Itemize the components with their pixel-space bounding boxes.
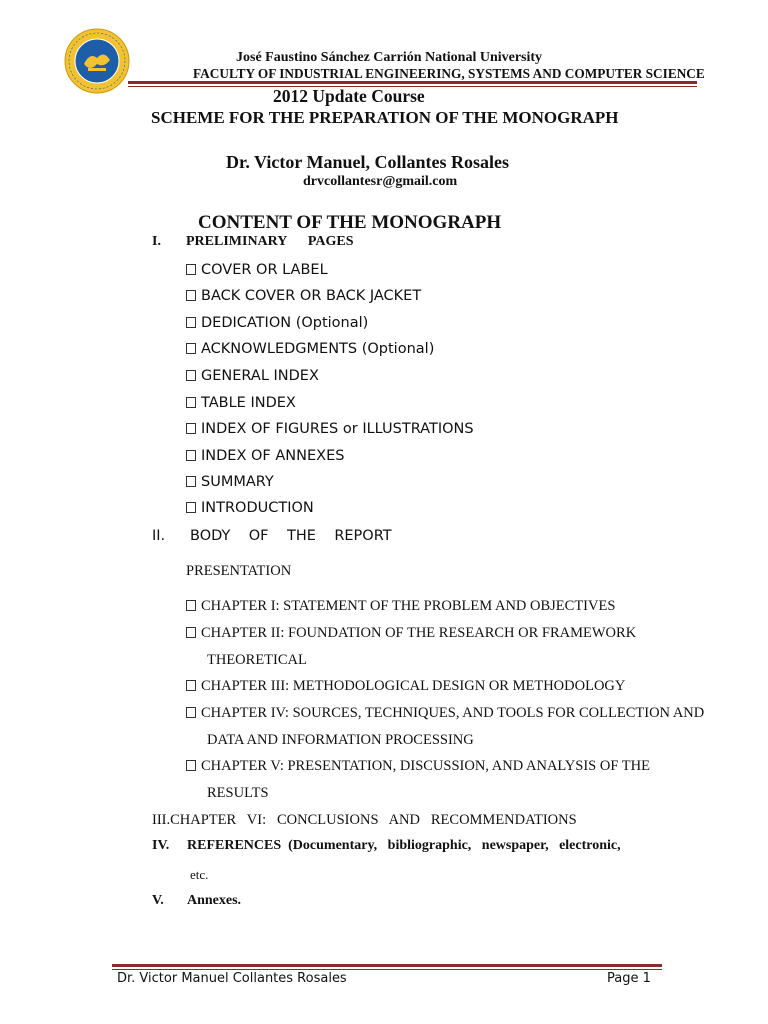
- author-name: Dr. Victor Manuel, Collantes Rosales: [226, 152, 509, 172]
- section-2-number: II.: [152, 528, 166, 544]
- course-title: 2012 Update Course: [273, 86, 425, 106]
- faculty-name: FACULTY OF INDUSTRIAL ENGINEERING, SYSTEMS AND COMPUTER SCIENCE: [193, 66, 705, 81]
- checkbox-glyph-icon: [186, 290, 196, 301]
- checkbox-glyph-icon: [186, 476, 196, 487]
- list-item: GENERAL INDEX: [186, 368, 319, 384]
- checkbox-glyph-icon: [186, 370, 196, 381]
- section-1-number: I.: [152, 234, 161, 249]
- footer-rule: [112, 964, 662, 967]
- list-item: INDEX OF FIGURES or ILLUSTRATIONS: [186, 421, 474, 437]
- checkbox-glyph-icon: [186, 450, 196, 461]
- chapter-item: CHAPTER V: PRESENTATION, DISCUSSION, AND ANALYSIS OF THE: [186, 758, 650, 775]
- list-item: ACKNOWLEDGMENTS (Optional): [186, 341, 434, 357]
- presentation-label: PRESENTATION: [186, 563, 292, 579]
- content-heading: CONTENT OF THE MONOGRAPH: [198, 212, 502, 233]
- chapter-item-continuation: THEORETICAL: [207, 652, 307, 668]
- list-item: BACK COVER OR BACK JACKET: [186, 288, 421, 304]
- checkbox-glyph-icon: [186, 760, 196, 771]
- section-3: III.CHAPTER VI: CONCLUSIONS AND RECOMMENDATIONS: [152, 812, 577, 828]
- chapter-item-continuation: DATA AND INFORMATION PROCESSING: [207, 732, 474, 748]
- checkbox-glyph-icon: [186, 680, 196, 691]
- list-item: TABLE INDEX: [186, 395, 296, 411]
- checkbox-glyph-icon: [186, 397, 196, 408]
- section-1-title: PRELIMINARY PAGES: [186, 234, 354, 249]
- university-seal-logo: [64, 28, 130, 94]
- section-4-continuation: etc.: [190, 867, 209, 882]
- section-5-number: V.: [152, 893, 164, 908]
- section-5-title: Annexes.: [187, 893, 242, 908]
- section-4-number: IV.: [152, 838, 170, 853]
- university-name: José Faustino Sánchez Carrión National University: [236, 50, 543, 65]
- checkbox-glyph-icon: [186, 317, 196, 328]
- checkbox-glyph-icon: [186, 264, 196, 275]
- author-email: drvcollantesr@gmail.com: [303, 174, 458, 189]
- page-number: Page 1: [607, 971, 651, 986]
- checkbox-glyph-icon: [186, 627, 196, 638]
- list-item: INDEX OF ANNEXES: [186, 448, 344, 464]
- footer-rule-thin: [112, 969, 662, 970]
- checkbox-glyph-icon: [186, 343, 196, 354]
- chapter-item: CHAPTER I: STATEMENT OF THE PROBLEM AND OBJECTIVES: [186, 598, 615, 615]
- section-2-title: BODY OF THE REPORT: [190, 528, 392, 544]
- header-rule: [128, 81, 697, 84]
- list-item: COVER OR LABEL: [186, 262, 328, 278]
- checkbox-glyph-icon: [186, 600, 196, 611]
- checkbox-glyph-icon: [186, 707, 196, 718]
- list-item: INTRODUCTION: [186, 500, 314, 516]
- section-4-title: REFERENCES (Documentary, bibliographic, newspaper, electronic,: [187, 838, 621, 853]
- checkbox-glyph-icon: [186, 423, 196, 434]
- chapter-item-continuation: RESULTS: [207, 785, 269, 801]
- footer-author: Dr. Victor Manuel Collantes Rosales: [117, 971, 347, 986]
- chapter-item: CHAPTER III: METHODOLOGICAL DESIGN OR METHODOLOGY: [186, 678, 625, 695]
- chapter-item: CHAPTER II: FOUNDATION OF THE RESEARCH OR FRAMEWORK: [186, 625, 636, 642]
- list-item: DEDICATION (Optional): [186, 315, 368, 331]
- checkbox-glyph-icon: [186, 502, 196, 513]
- chapter-item: CHAPTER IV: SOURCES, TECHNIQUES, AND TOOLS FOR COLLECTION AND: [186, 705, 704, 722]
- scheme-title: SCHEME FOR THE PREPARATION OF THE MONOGRAPH: [151, 108, 619, 127]
- list-item: SUMMARY: [186, 474, 274, 490]
